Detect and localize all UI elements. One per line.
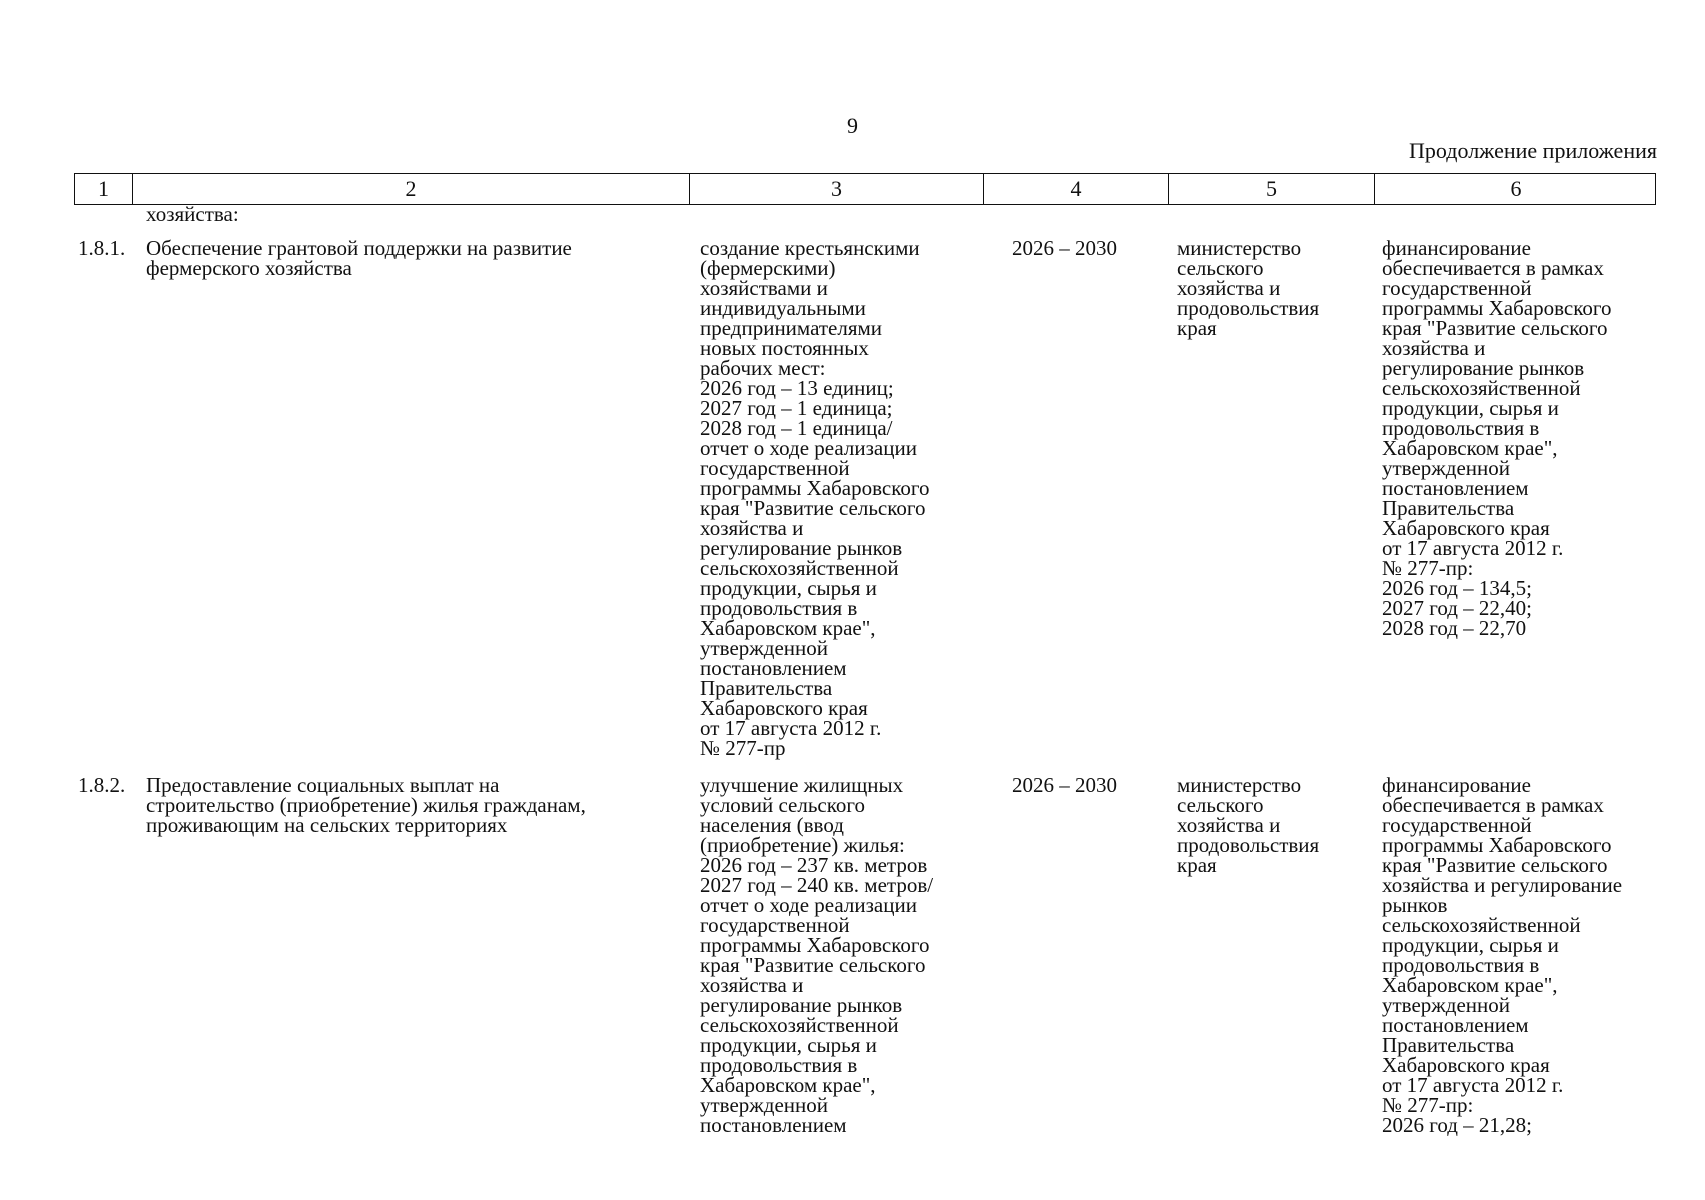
period-text: 2026 – 2030 xyxy=(1012,236,1117,260)
header-cell-4: 4 xyxy=(984,174,1169,204)
financing-text: финансирование обеспечивается в рамках государственной программы Хабаровского края "Развитие сельского хозяйства и регулирование рынков сельскохозяйственной продукции, сырья и продовольствия в Хабаровском крае", утвержденной постановлением Правительства Хабаровского края от 17 августа 2012 г. № 277-пр: 2026 год – 21,28; xyxy=(1382,773,1623,1137)
header-cell-1: 1 xyxy=(75,174,133,204)
period-text: 2026 – 2030 xyxy=(1012,773,1117,797)
financing-text: финансирование обеспечивается в рамках государственной программы Хабаровского края "Развитие сельского хозяйства и регулирование рынков сельскохозяйственной продукции, сырья и продовольствия в Хабаровском крае", утвержденной постановлением Правительства Хабаровского края от 17 августа 2012 г. № 277-пр: 2026 год – 134,5; 2027 год – 22,40; 2028 год – 22,70 xyxy=(1382,236,1612,640)
header-cell-3: 3 xyxy=(690,174,984,204)
header-cell-2: 2 xyxy=(133,174,690,204)
row-number: 1.8.1. xyxy=(78,236,126,260)
row-number: 1.8.2. xyxy=(78,773,126,797)
table-header-row xyxy=(74,173,1656,205)
activity-text: Предоставление социальных выплат на строительство (приобретение) жилья гражданам, проживающим на сельских территориях xyxy=(146,773,586,837)
executor-text: министерство сельского хозяйства и продовольствия края xyxy=(1177,773,1320,877)
page-number: 9 xyxy=(847,113,858,138)
carryover-text: хозяйства: xyxy=(146,202,239,226)
header-cell-6: 6 xyxy=(1510,176,1522,201)
header-cell-5: 5 xyxy=(1169,174,1375,204)
continuation-label: Продолжение приложения xyxy=(1409,138,1657,163)
result-text: создание крестьянскими (фермерскими) хозяйствами и индивидуальными предпринимателями новых постоянных рабочих мест: 2026 год – 13 единиц; 2027 год – 1 единица; 2028 год – 1 единица/ отчет о ходе реализации государственной программы Хабаровского края "Развитие сельского хозяйства и регулирование рынков сельскохозяйственной продукции, сырья и продовольствия в Хабаровском крае", утвержденной постановлением Правительства Хабаровского края от 17 августа 2012 г. № 277-пр xyxy=(700,236,930,760)
activity-text: Обеспечение грантовой поддержки на развитие фермерского хозяйства xyxy=(146,236,572,280)
result-text: улучшение жилищных условий сельского населения (ввод (приобретение) жилья: 2026 год – 237 кв. метров 2027 год – 240 кв. метров/ отчет о ходе реализации государственной программы Хабаровского края "Развитие сельского хозяйства и регулирование рынков сельскохозяйственной продукции, сырья и продовольствия в Хабаровском крае", утвержденной постановлением xyxy=(700,773,934,1137)
executor-text: министерство сельского хозяйства и продовольствия края xyxy=(1177,236,1320,340)
